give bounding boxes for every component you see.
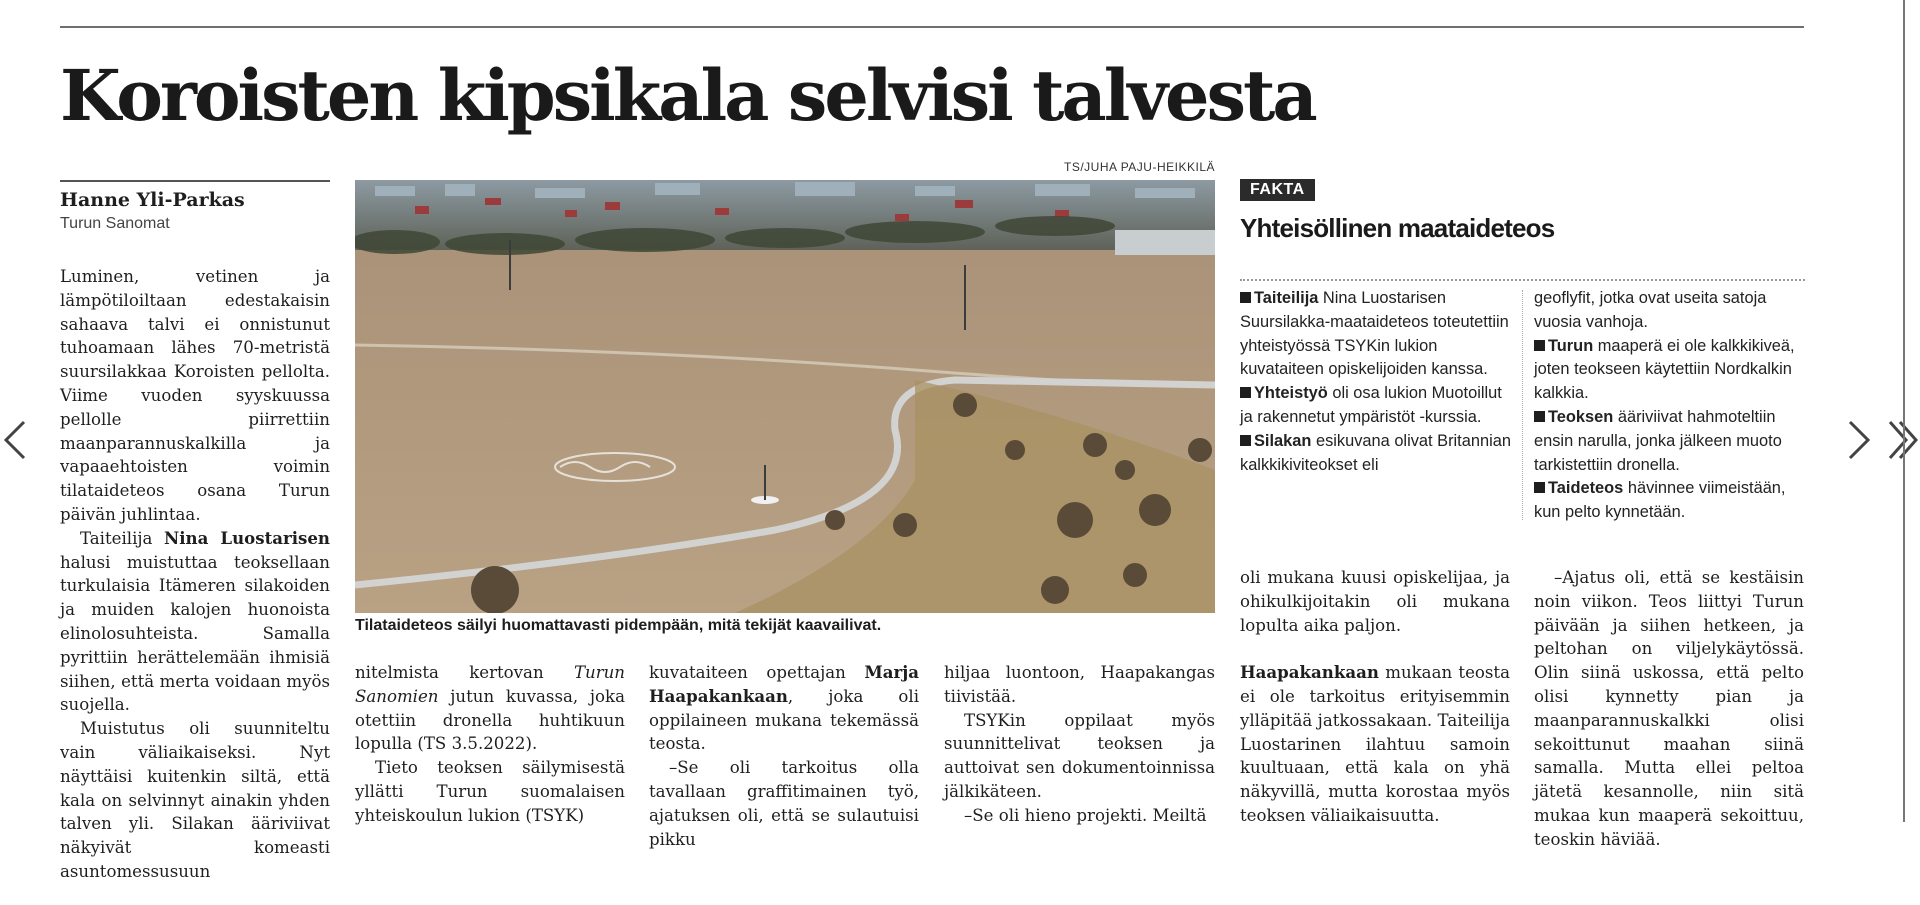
bullet-square-icon: [1240, 387, 1251, 398]
body-column-6: –Ajatus oli, että se kestäisin noin viikon. Teos liittyi Turun päivään ja siihen hetkeen, ja peltohan on viljelykäytössä. Olin siinä uskossa, että pelto olisi kynnetty pian ja maanparannuskalkki olisi sekoittunut maahan siinä samalla. Mutta ellei peltoa jätetä kesannolle, niin sitä mukaa kun maaperä sekoittuu, teoskin häviää.: [1534, 568, 1804, 849]
fakta-divider: [1522, 290, 1523, 520]
body-column-4: hiljaa luontoon, Haapakangas tiivistää. TSYKin oppilaat myös suunnittelivat teoksen ja auttoivat sen dokumentoinnissa jälkikäteen. –Se oli hieno projekti. Meiltä: [944, 663, 1215, 825]
bullet-square-icon: [1534, 411, 1545, 422]
body-column-1: Luminen, vetinen ja lämpötiloiltaan edestakaisin sahaava talvi ei onnistunut tuhoamaan lähes 70-metristä suursilakkaa Koroisten pellolta. Viime vuoden syyskuussa pellolle piirrettiin maanparannuskalkilla ja vapaaehtoisten voimin tilataideteos osana Turun päivän juhlintaa. Taiteilija Nina Luostarisen halusi muistuttaa teoksellaan turkulaisia Itämeren silakoiden ja muiden kalojen huonoista elinolosuhteista. Samalla pyrittiin herättelemään ihmisiä siihen, että merta voidaan myös suojella. Muistutus oli suunniteltu vain väliaikaiseksi. Nyt näyttäisi kuitenkin siltä, että kala on selvinnyt ainakin yhden talven yli. Silakan ääriviivat näkyivät komeasti asuntomessusuun: [60, 267, 330, 881]
fakta-tag: FAKTA: [1240, 179, 1315, 201]
author-name: Hanne Yli-Parkas: [60, 189, 245, 211]
next-page-button[interactable]: [1846, 418, 1872, 470]
article-headline: Koroisten kipsikala selvisi talvesta: [60, 54, 1315, 137]
fakta-column-1: Taiteilija Nina Luostarisen Suursilakka-maataideteos toteutettiin yhteistyössä TSYKin lukion kuvataiteen opiskelijoiden kanssa. Yhteistyö oli osa lukion Muotoillut ja rakennetut ympäristöt -kurssia. Silakan esikuvana olivat Britannian kalkkikiviteokset eli: [1240, 289, 1511, 474]
bullet-square-icon: [1240, 292, 1251, 303]
article-photo: [355, 180, 1215, 613]
fakta-rule: [1240, 279, 1805, 281]
byline-rule: [60, 180, 330, 182]
fakta-column-2: geoflyfit, jotka ovat useita satoja vuosia vanhoja. Turun maaperä ei ole kalkkikiveä, joten teokseen käytettiin Nordkalkin kalkkia. Teoksen ääriviivat hahmoteltiin ensin narulla, jonka jälkeen muoto tarkistettiin dronella. Taideteos hävinnee viimeistään, kun pelto kynnetään.: [1534, 289, 1795, 522]
photo-caption: Tilataideteos säilyi huomattavasti pidempään, mitä tekijät kaavailivat.: [355, 617, 882, 634]
bullet-square-icon: [1534, 340, 1545, 351]
bullet-square-icon: [1240, 435, 1251, 446]
vertical-scrollbar[interactable]: [1903, 0, 1905, 822]
chevron-left-icon: [2, 418, 28, 462]
publication-name: Turun Sanomat: [60, 215, 170, 232]
photo-credit: TS/JUHA PAJU-HEIKKILÄ: [1064, 160, 1215, 174]
body-column-3: kuvataiteen opettajan Marja Haapakankaan, joka oli oppilaineen mukana tekemässä teosta. –Se oli tarkoitus olla tavallaan graffitimainen työ, ajatuksen oli, että se sulautuisi pikku: [649, 662, 919, 849]
chevron-right-icon: [1846, 418, 1872, 462]
aerial-field-photo: [355, 180, 1215, 613]
fakta-title: Yhteisöllinen maataideteos: [1240, 213, 1555, 243]
body-column-2: nitelmista kertovan Turun Sanomien jutun kuvassa, joka otettiin dronella huhtikuun lopulla (TS 3.5.2022). Tieto teoksen säilymisestä yllätti Turun suomalaisen yhteiskoulun lukion (TSYK): [355, 663, 625, 825]
body-column-5: oli mukana kuusi opiskelijaa, ja ohikulkijoitakin oli mukana lopulta aika paljon. Haapakankaan mukaan teosta ei ole tarkoitus erityisemmin ylläpitää jatkossakaan. Taiteilija Luostarinen ilahtuu samoin kuultuaan, että kala on yhä näkyvillä, mutta korostaa myös teoksen väliaikaisuutta.: [1240, 568, 1510, 825]
top-rule: [60, 26, 1804, 28]
previous-page-button[interactable]: [2, 418, 28, 470]
bullet-square-icon: [1534, 482, 1545, 493]
